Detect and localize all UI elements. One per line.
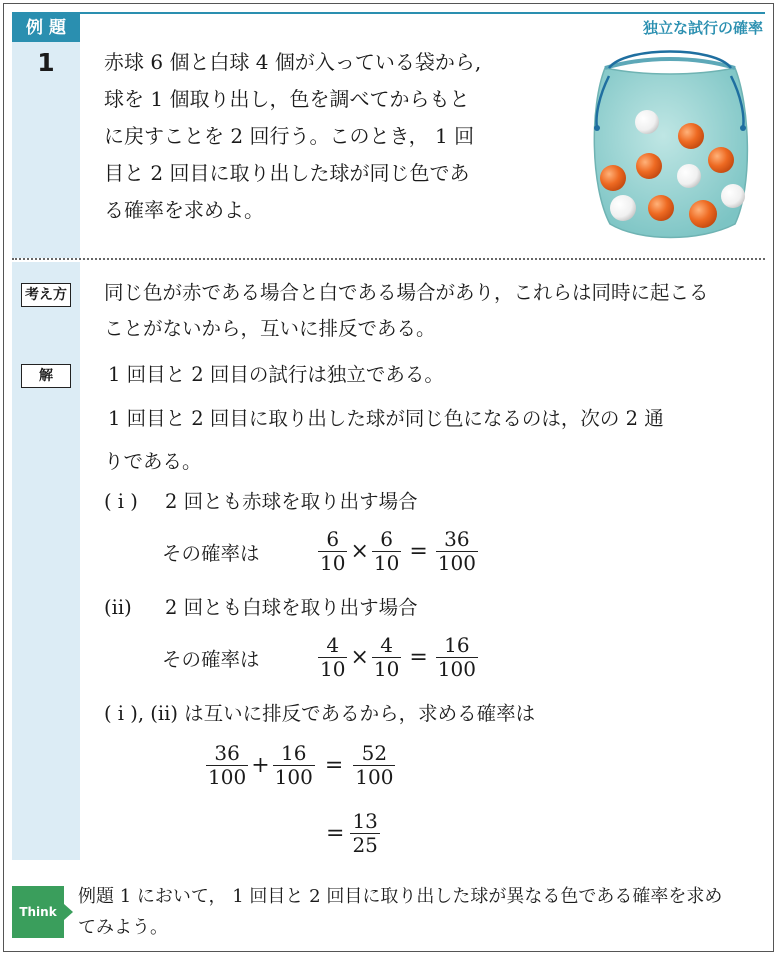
equals-sign: = (409, 645, 428, 670)
case2-equation (318, 634, 478, 681)
problem-line: 目と 2 回目に取り出した球が同じ色であ (104, 161, 470, 185)
think-line: てみよう。 (78, 917, 168, 938)
fraction: $\frac{36}{100}$ (208, 741, 247, 789)
left-strip-bottom (12, 262, 80, 860)
think-text (78, 881, 766, 943)
case1-equation (318, 528, 478, 575)
header-rule (12, 12, 765, 14)
equals-sign: = (324, 753, 344, 778)
sum-equation (206, 742, 395, 789)
equals-sign: = (326, 821, 345, 846)
plus-sign: + (251, 753, 270, 778)
fraction: $\frac{16}{100}$ (437, 633, 476, 681)
conclusion-text: ( i ), (ii) は互いに排反であるから，求める確率は (104, 702, 536, 725)
solution-line-2a: 1 回目と 2 回目に取り出した球が同じ色になるのは，次の 2 通 (108, 407, 664, 430)
problem-line: に戻すことを 2 回行う。このとき， 1 回 (104, 124, 475, 148)
final-equation (326, 810, 380, 857)
fraction: $\frac{36}{100}$ (437, 527, 476, 575)
fraction: $\frac{4}{10}$ (373, 633, 400, 681)
case1-text: 2 回とも赤球を取り出す場合 (165, 490, 418, 513)
fraction: $\frac{16}{100}$ (274, 741, 313, 789)
solution-line-2b: りである。 (104, 450, 202, 473)
case2-text: 2 回とも白球を取り出す場合 (165, 596, 418, 619)
case2-prob-label: その確率は (162, 648, 260, 671)
times-sign: × (350, 539, 369, 564)
example-badge: 例 題 (12, 14, 80, 42)
problem-statement (104, 44, 544, 229)
equals-sign: = (409, 539, 428, 564)
solution-line-1: 1 回目と 2 回目の試行は独立である。 (108, 363, 444, 386)
approach-line: ことがないから，互いに排反である。 (104, 317, 436, 340)
topic-title: 独立な試行の確率 (642, 19, 763, 37)
think-label: Think (12, 886, 64, 938)
case1-prob-label: その確率は (162, 542, 260, 565)
solution-label: 解 (21, 364, 71, 388)
think-line: 例題 1 において， 1 回目と 2 回目に取り出した球が異なる色である確率を求め (78, 886, 723, 907)
times-sign: × (350, 645, 369, 670)
think-arrow-icon (64, 904, 73, 920)
section-divider (12, 258, 765, 260)
case2-marker: (ii) (104, 596, 132, 619)
fraction: $\frac{52}{100}$ (355, 741, 394, 789)
problem-line: る確率を求めよ。 (104, 198, 264, 222)
problem-line: 赤球 6 個と白球 4 個が入っている袋から, (104, 50, 482, 74)
bag-of-balls-icon (585, 46, 755, 242)
fraction: $\frac{6}{10}$ (373, 527, 400, 575)
approach-text (104, 275, 764, 347)
problem-line: 球を 1 個取り出し，色を調べてからもと (104, 87, 470, 111)
approach-line: 同じ色が赤である場合と白である場合があり，これらは同時に起こる (104, 281, 709, 304)
fraction: $\frac{6}{10}$ (320, 527, 346, 575)
case1-marker: ( i ) (104, 490, 138, 513)
fraction: $\frac{4}{10}$ (320, 633, 346, 681)
fraction: $\frac{13}{25}$ (352, 809, 378, 857)
example-number: 1 (37, 48, 55, 77)
approach-label: 考え方 (21, 283, 71, 307)
